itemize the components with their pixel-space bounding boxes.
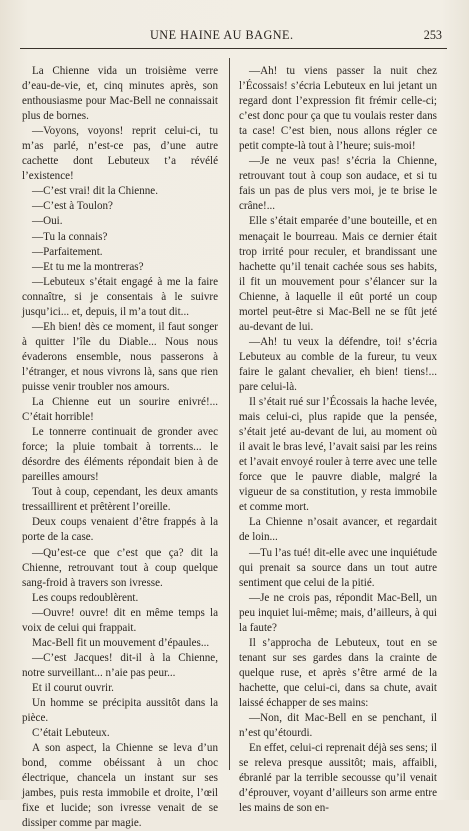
paragraph: La Chienne vida un troisième verre d’eau-de-vie, et, cinq minutes après, son enthousiasme pour Mac-Bell ne connaissait plus de bornes.	[22, 65, 218, 123]
paragraph: La Chienne eut un sourire enivré!... C’était horrible!	[22, 396, 218, 424]
paragraph: —C’est vrai! dit la Chienne.	[32, 185, 159, 198]
paragraph: A son aspect, la Chienne se leva d’un bond, comme obéissant à un choc électrique, chancela un instant sur ses jambes, puis resta immobile et droite, l’œil fixe et lucide; son ivresse venait de se dissiper comme par magie.	[22, 742, 218, 830]
paragraph: Un homme se précipita aussitôt dans la pièce.	[22, 696, 218, 725]
page-number: 253	[423, 28, 442, 42]
running-title: UNE HAINE AU BAGNE.	[150, 28, 294, 42]
paragraph: —Eh bien! dès ce moment, il faut songer à quitter l’île du Diable... Nous nous évaderons ensemble, nous passerons à l’étranger, et nous vivrons là, sans que rien puisse venir troubler nos amours.	[22, 320, 218, 393]
paragraph: —Ah! tu veux la défendre, toi! s’écria Lebuteux au comble de la fureur, tu veux faire le galant chevalier, eh bien! tiens!... pare celui-là.	[239, 335, 437, 393]
paragraph: Les coups redoublèrent.	[32, 591, 139, 604]
column-divider	[229, 58, 230, 770]
paragraph: La Chienne n’osait avancer, et regardait de loin...	[239, 516, 437, 544]
right-text-column	[239, 64, 437, 816]
paragraph: Le tonnerre continuait de gronder avec force; la pluie tombait à torrents... le désordre des éléments répondait bien à de pareilles amours!	[22, 426, 218, 484]
paragraph: —Lebuteux s’était engagé à me la faire connaître, si je consentais à le suivre jusqu’ici... et, depuis, il m’a tout dit...	[22, 275, 218, 318]
paragraph: —Voyons, voyons! reprit celui-ci, tu m’as parlé, n’est-ce pas, d’une autre cachette dont Lebuteux t’a révélé l’existence!	[22, 125, 218, 183]
paragraph: —Oui.	[32, 215, 63, 228]
paragraph: En effet, celui-ci reprenait déjà ses sens; il se releva presque aussitôt; mais, affaibli, ébranlé par la terrible secousse qu’il venait d’éprouver, voyant d’ailleurs son arme entre les mains de son en-	[239, 742, 437, 815]
paragraph: Deux coups venaient d’être frappés à la porte de la case.	[22, 516, 218, 544]
left-text-column	[22, 64, 218, 831]
paragraph: —Non, dit Mac-Bell en se penchant, il n’est qu’étourdi.	[239, 712, 437, 740]
paragraph: Il s’approcha de Lebuteux, tout en se tenant sur ses gardes dans la crainte de quelque ruse, et après s’être armé de la hachette, que celui-ci, dans sa chute, avait laissé échapper de ses mains:	[239, 636, 437, 709]
paragraph: —Je ne crois pas, répondit Mac-Bell, un peu inquiet lui-même; mais, d’ailleurs, à qui la faute?	[239, 591, 437, 634]
paragraph: Il s’était rué sur l’Écossais la hache levée, mais celui-ci, plus rapide que la pensée, s’était jeté au-devant de lui, au moment où il avait le bras levé, l’avait saisi par les reins et l’avait envoyé rouler à terre avec une telle force que le pauvre diable, malgré la vigueur de sa constitution, y resta immobile et comme mort.	[239, 396, 437, 514]
paragraph: —C’est Jacques! dit-il à la Chienne, notre surveillant... n’aie pas peur...	[22, 651, 218, 679]
paragraph: —Ah! tu viens passer la nuit chez l’Écossais! s’écria Lebuteux en lui jetant un regard dont l’expression fit frémir celle-ci; c’est donc pour ça que tu voulais rester dans ta case! C’est bien, nous allons régler ce petit compte-là tout à l’heure; suis-moi!	[239, 65, 437, 153]
paragraph: Tout à coup, cependant, les deux amants tressaillirent et prêtèrent l’oreille.	[22, 486, 218, 514]
paragraph: —Parfaitement.	[32, 245, 103, 258]
running-head	[0, 28, 469, 44]
paragraph: —Je ne veux pas! s’écria la Chienne, retrouvant tout à coup son audace, et si tu fais un pas de plus vers moi, je te brise le crâne!...	[239, 155, 437, 213]
paragraph: —Tu la connais?	[32, 230, 108, 243]
paragraph: —C’est à Toulon?	[32, 200, 113, 213]
paragraph: —Tu l’as tué! dit-elle avec une inquiétude qui prenait sa source dans un tout autre sentiment que celui de la pitié.	[239, 546, 437, 589]
paragraph: —Qu’est-ce que c’est que ça? dit la Chienne, retrouvant tout à coup quelque sang-froid à travers son ivresse.	[22, 546, 218, 589]
paragraph: —Et tu me la montreras?	[32, 260, 144, 273]
header-rule	[20, 48, 447, 49]
paragraph: Elle s’était emparée d’une bouteille, et en menaçait le bourreau. Mais ce dernier était trop irrité pour reculer, et brandissant une hachette qu’il tenait cachée sous ses habits, il fit un mouvement pour s’élancer sur la Chienne, à laquelle il eût porté un coup mortel peut-être si Mac-Bell ne se fût jeté au-devant de lui.	[239, 215, 437, 333]
paragraph: —Ouvre! ouvre! dit en même temps la voix de celui qui frappait.	[22, 606, 218, 634]
paragraph: Et il courut ouvrir.	[32, 681, 114, 694]
paragraph: C’était Lebuteux.	[32, 727, 110, 740]
paragraph: Mac-Bell fit un mouvement d’épaules...	[32, 636, 210, 649]
